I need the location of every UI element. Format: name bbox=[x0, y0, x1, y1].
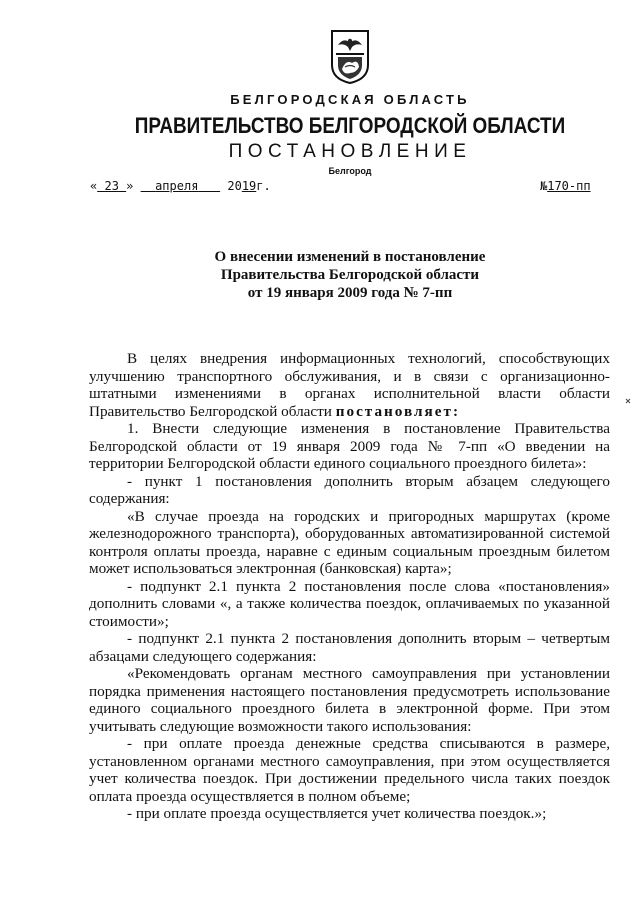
margin-mark-icon bbox=[625, 398, 631, 404]
date-close-quote: » bbox=[126, 179, 134, 193]
document-number bbox=[540, 179, 591, 193]
paragraph-clause-3: - подпункт 2.1 пункта 2 постановления дополнить вторым – четвертым абзацами следующего содержания: bbox=[89, 630, 610, 665]
document-body bbox=[89, 350, 610, 823]
coat-of-arms-emblem bbox=[330, 29, 370, 85]
paragraph-bullet-1: - при оплате проезда денежные средства списываются в размере, установленном органами местного самоуправления, при этом осуществляется учет количества поездок. При достижении предельного числа таких поездок оплата проезда осуществляется в полном объеме; bbox=[89, 735, 610, 805]
city-name: Белгород bbox=[328, 166, 372, 176]
title-line-1: О внесении изменений в постановление bbox=[214, 249, 486, 265]
date-day: 23 bbox=[104, 179, 119, 193]
date-open-quote: « bbox=[90, 179, 98, 193]
document-title bbox=[0, 248, 640, 302]
date-month: апреля bbox=[155, 179, 199, 193]
resolves-word: постановляет: bbox=[335, 402, 461, 420]
date-year-abbr: г. bbox=[256, 179, 271, 193]
paragraph-quote-2: «Рекомендовать органам местного самоуправления при установлении порядка применения настоящего постановления предусмотреть использование единого социального проездного билета в электронной форме. При этом учитывать следующие возможности такого использования: bbox=[89, 665, 610, 735]
paragraph-bullet-2: - при оплате проезда осуществляется учет количества поездок.»; bbox=[127, 805, 547, 822]
document-type: ПОСТАНОВЛЕНИЕ bbox=[228, 141, 472, 162]
paragraph-clause-2: - подпункт 2.1 пункта 2 постановления после слова «постановления» дополнить словами «, а также количества поездок, оплачиваемых по указанной стоимости»; bbox=[89, 577, 610, 630]
paragraph-clause-1: - пункт 1 постановления дополнить вторым абзацем следующего содержания: bbox=[89, 472, 610, 507]
title-line-2: Правительства Белгородской области bbox=[220, 267, 480, 283]
paragraph-preamble: В целях внедрения информационных технологий, способствующих улучшению транспортного обслуживания, и в связи с организационно-штатными изменениями в органах исполнительной власти области Правительство Белгородской области постановляет: bbox=[89, 350, 610, 420]
document-date bbox=[90, 179, 271, 193]
paragraph-item-1: 1. Внести следующие изменения в постановление Правительства Белгородской области от 19 января 2009 года № 7-пп «О введении на территории Белгородской области единого социального проездного билета»: bbox=[89, 420, 610, 472]
region-name: БЕЛГОРОДСКАЯ ОБЛАСТЬ bbox=[230, 92, 470, 107]
government-name: ПРАВИТЕЛЬСТВО БЕЛГОРОДСКОЙ ОБЛАСТИ bbox=[134, 113, 566, 138]
date-year-suffix: 19 bbox=[241, 179, 257, 193]
number-prefix: № bbox=[540, 179, 548, 193]
paragraph-quote-1: «В случае проезда на городских и пригородных маршрутах (кроме железнодорожного транспорта), оборудованных автоматизированной системой контроля оплаты проезда, наравне с единым социальным проездным билетом может использоваться электронная (банковская) карта»; bbox=[89, 507, 610, 577]
number-value: 170-пп bbox=[547, 179, 591, 193]
title-line-3: от 19 января 2009 года № 7-пп bbox=[247, 285, 453, 301]
date-year-prefix: 20 bbox=[227, 179, 242, 193]
